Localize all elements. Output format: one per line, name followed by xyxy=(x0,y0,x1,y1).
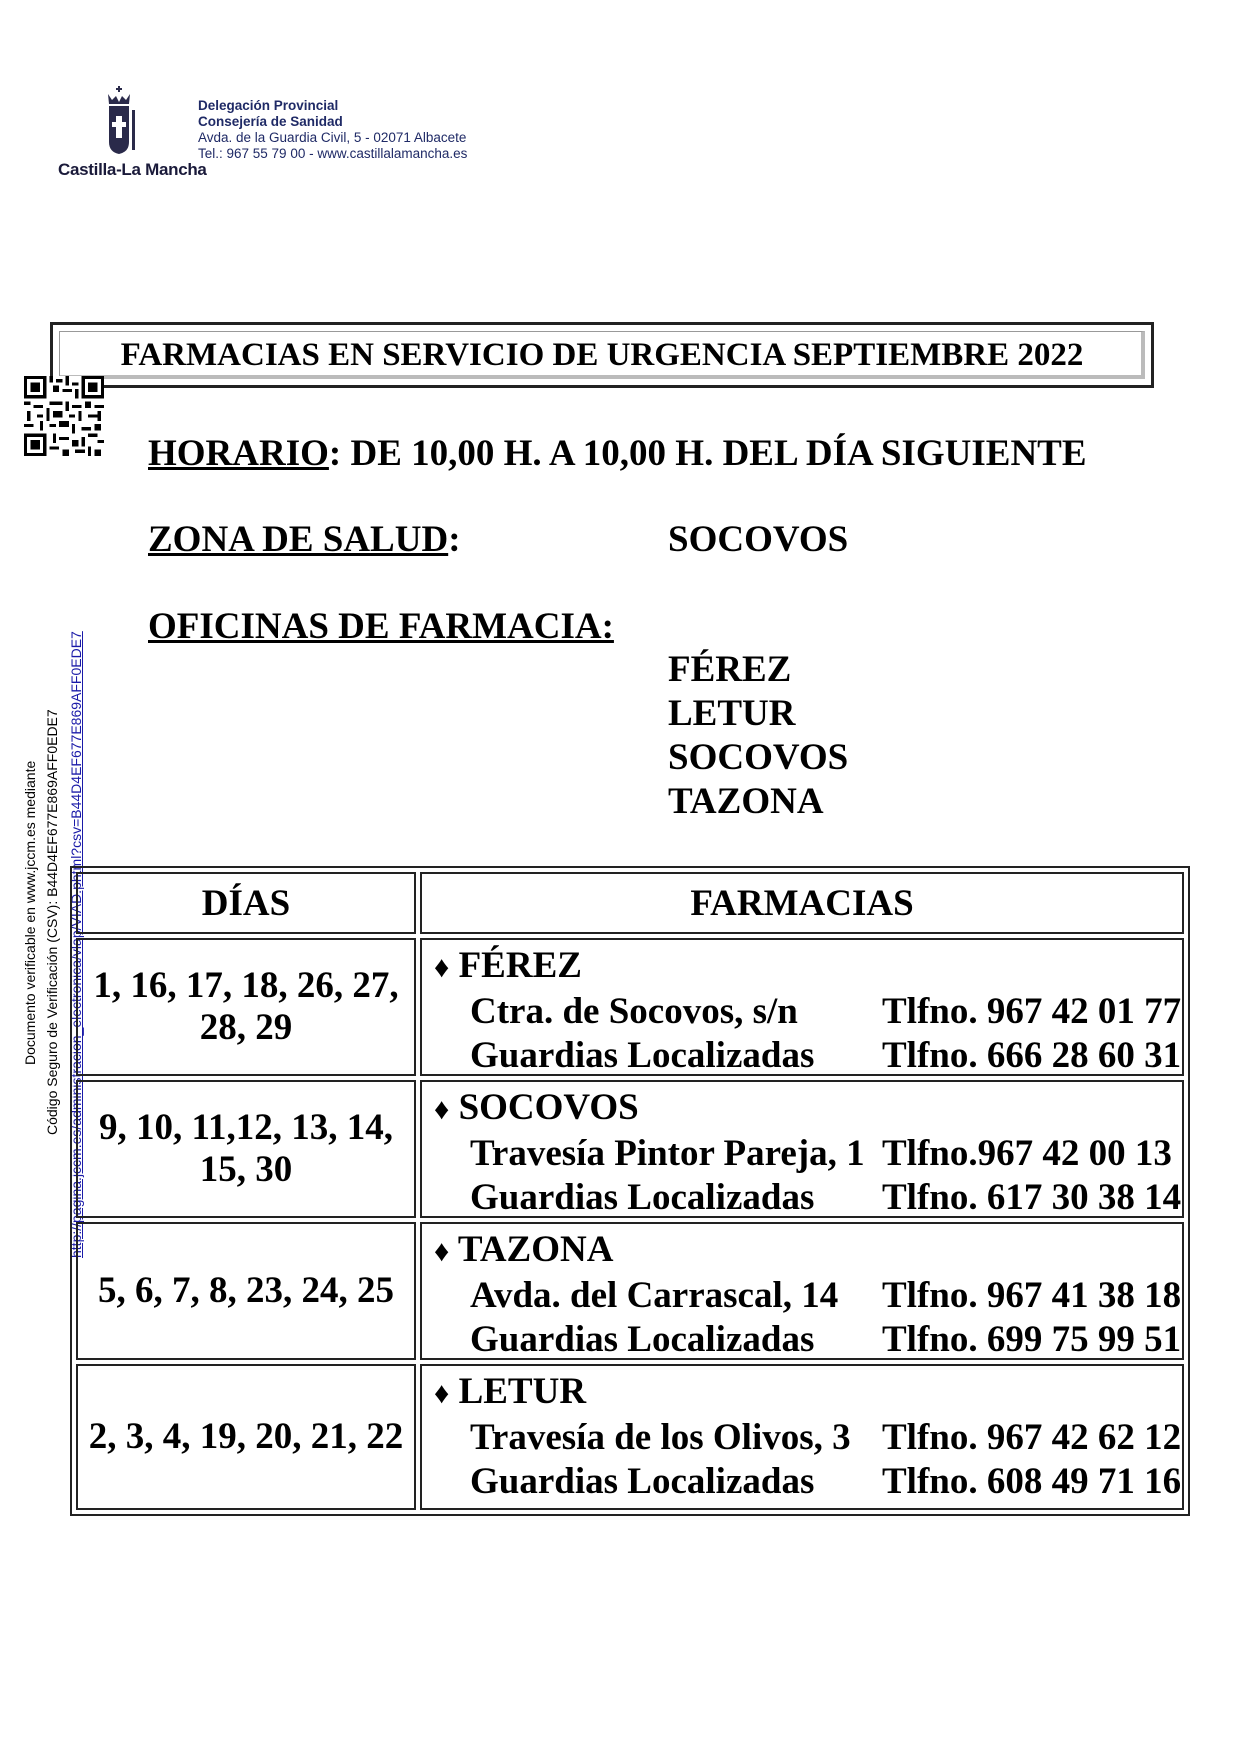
guardia-phone: Tlfno. 608 49 71 16 xyxy=(882,1461,1182,1502)
logo-text: Castilla-La Mancha xyxy=(58,160,207,179)
pharmacy-address-line xyxy=(434,1416,1182,1460)
table-row-pharmacy xyxy=(420,1364,1184,1510)
title-box xyxy=(50,322,1154,388)
pharmacy-guardia-line xyxy=(434,1176,1182,1220)
pharmacy-phone: Tlfno.967 42 00 13 xyxy=(882,1133,1172,1174)
pharmacy-name xyxy=(434,1370,1182,1416)
oficina-item: SOCOVOS xyxy=(668,737,849,778)
pharmacy-guardia-line xyxy=(434,1034,1182,1078)
table-row-days xyxy=(76,938,416,1076)
pharmacy-name-text: LETUR xyxy=(458,1371,587,1412)
table-row-pharmacy xyxy=(420,1222,1184,1360)
oficina-item: TAZONA xyxy=(668,781,824,822)
zona-label: ZONA DE SALUD xyxy=(148,519,449,560)
table-row-pharmacy xyxy=(420,1080,1184,1218)
pharmacy-name-text: SOCOVOS xyxy=(458,1087,639,1128)
oficina-item: LETUR xyxy=(668,693,796,734)
pharmacy-address: Travesía de los Olivos, 3 xyxy=(470,1417,851,1458)
header-farmacias xyxy=(420,872,1184,934)
pharmacy-name xyxy=(434,944,1182,990)
zona-label-line xyxy=(148,518,461,561)
guardia-label: Guardias Localizadas xyxy=(470,1177,815,1218)
pharmacy-name-text: TAZONA xyxy=(457,1229,614,1270)
org-delegacion: Delegación Provincial xyxy=(198,98,339,113)
pharmacy-table xyxy=(70,866,1190,1516)
diamond-bullet-icon: ♦ xyxy=(434,1377,450,1410)
oficinas-label: OFICINAS DE FARMACIA: xyxy=(148,606,614,647)
pharmacy-phone: Tlfno. 967 41 38 18 xyxy=(882,1275,1182,1316)
oficinas-list xyxy=(668,648,848,824)
zona-colon: : xyxy=(448,519,461,560)
table-row-days xyxy=(76,1080,416,1218)
header-farmacias-label: FARMACIAS xyxy=(690,883,914,924)
header-dias xyxy=(76,872,416,934)
verification-note: Documento verificable en www.jccm.es mediante xyxy=(22,760,38,1065)
org-consejeria: Consejería de Sanidad xyxy=(198,114,343,129)
pharmacy-guardia-line xyxy=(434,1460,1182,1504)
pharmacy-name xyxy=(434,1228,1182,1274)
days-value: 5, 6, 7, 8, 23, 24, 25 xyxy=(98,1270,394,1311)
guardia-phone: Tlfno. 666 28 60 31 xyxy=(882,1035,1182,1076)
diamond-bullet-icon: ♦ xyxy=(434,1235,450,1268)
guardia-label: Guardias Localizadas xyxy=(470,1035,815,1076)
csv-code: Código Seguro de Verificación (CSV): B44D4EF677E869AFF0EDE7 xyxy=(44,709,60,1135)
guardia-label: Guardias Localizadas xyxy=(470,1319,815,1360)
days-value: 2, 3, 4, 19, 20, 21, 22 xyxy=(88,1416,404,1457)
zona-value: SOCOVOS xyxy=(668,519,849,560)
guardia-phone: Tlfno. 699 75 99 51 xyxy=(882,1319,1182,1360)
org-phone-web: Tel.: 967 55 79 00 - www.castillalamancha.es xyxy=(198,146,468,161)
verification-link[interactable]: http://pagina.jccm.es/administracion_electronica/vlap/VIAD.phtml?csv=B44D4EF677E869AFF0EDE7 xyxy=(68,631,84,1258)
pharmacy-address-line xyxy=(434,990,1182,1034)
page-title: FARMACIAS EN SERVICIO DE URGENCIA SEPTIEMBRE 2022 xyxy=(120,337,1084,373)
pharmacy-phone: Tlfno. 967 42 01 77 xyxy=(882,991,1182,1032)
horario-line xyxy=(148,432,1087,475)
pharmacy-name xyxy=(434,1086,1182,1132)
pharmacy-address-line xyxy=(434,1274,1182,1318)
table-row-pharmacy xyxy=(420,938,1184,1076)
pharmacy-address: Ctra. de Socovos, s/n xyxy=(470,991,798,1032)
pharmacy-name-text: FÉREZ xyxy=(458,945,582,986)
org-address: Avda. de la Guardia Civil, 5 - 02071 Albacete xyxy=(198,130,467,145)
days-value: 1, 16, 17, 18, 26, 27, 28, 29 xyxy=(93,965,399,1048)
diamond-bullet-icon: ♦ xyxy=(434,951,450,984)
days-value: 9, 10, 11,12, 13, 14, 15, 30 xyxy=(99,1107,393,1190)
header-dias-label: DÍAS xyxy=(201,883,291,924)
organization-info xyxy=(198,98,467,162)
table-row-days xyxy=(76,1364,416,1510)
guardia-phone: Tlfno. 617 30 38 14 xyxy=(882,1177,1182,1218)
pharmacy-guardia-line xyxy=(434,1318,1182,1362)
guardia-label: Guardias Localizadas xyxy=(470,1461,815,1502)
table-row-days xyxy=(76,1222,416,1360)
pharmacy-address: Avda. del Carrascal, 14 xyxy=(470,1275,839,1316)
diamond-bullet-icon: ♦ xyxy=(434,1093,450,1126)
qr-code-icon xyxy=(24,376,104,456)
pharmacy-address: Travesía Pintor Pareja, 1 xyxy=(470,1133,865,1174)
oficina-item: FÉREZ xyxy=(668,649,792,690)
pharmacy-address-line xyxy=(434,1132,1182,1176)
pharmacy-phone: Tlfno. 967 42 62 12 xyxy=(882,1417,1182,1458)
horario-label: HORARIO xyxy=(148,433,329,474)
horario-value: : DE 10,00 H. A 10,00 H. DEL DÍA SIGUIENTE xyxy=(328,433,1087,474)
